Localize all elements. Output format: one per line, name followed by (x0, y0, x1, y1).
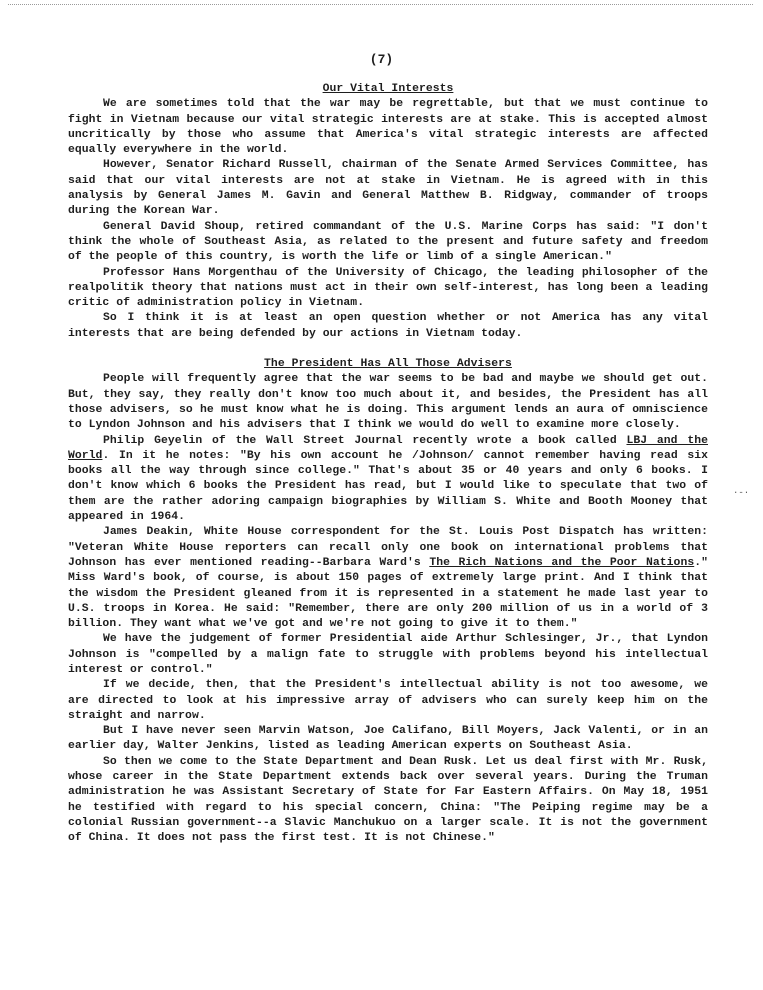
paragraph: So then we come to the State Department and Dean Rusk. Let us deal first with Mr. Rusk, whose career in the State Department extends back over several years. During the Truman administration he was Assistant Secretary of State for Far Eastern Affairs. On May 18, 1951 he testified with regard to his special concern, China: "The Peiping regime may be a colonial Russian government--a Slavic Manchukuo on a larger scale. It is not the government of China. It does not pass the first test. It is not Chinese." (68, 755, 708, 845)
paragraph: However, Senator Richard Russell, chairman of the Senate Armed Services Committee, has said that our vital interests are not at stake in Vietnam. He is agreed with in this analysis by General James M. Gavin and General Matthew B. Ridgway, commander of troops during the Korean War. (68, 159, 708, 218)
page-number: (7) (369, 52, 394, 67)
paragraph: We have the judgement of former Presidential aide Arthur Schlesinger, Jr., that Lyndon Johnson is "compelled by a malign fate to struggle with problems beyond his intellectual interest or control." (68, 633, 708, 676)
paragraph-text: Philip Geyelin of the Wall Street Journal recently wrote a book called (103, 434, 627, 447)
page-top-border (8, 4, 753, 5)
paragraph-deakin (68, 525, 708, 632)
paragraph: Professor Hans Morgenthau of the University of Chicago, the leading philosopher of the realpolitik theory that nations must act in their own self-interest, has long been a leading critic of administration policy in Vietnam. (68, 266, 708, 310)
paragraph: So I think it is at least an open question whether or not America has any vital interests that are being defended by our actions in Vietnam today. (68, 312, 708, 340)
section-heading-vital-interests: Our Vital Interests (322, 83, 454, 95)
paragraph-text: ." Miss Ward's book, of course, is about 150 pages of extremely large print. And I think that the wisdom the President gleaned from it is represented in a statement he made last year to U.S. troops in Korea. He said: "Remember, there are only 200 million of us in a world of 3 billion. They want what we've got and we're not going to give it to them." (68, 556, 708, 631)
paragraph-text: James Deakin, White House correspondent for the St. Louis Post Dispatch has written: "Veteran White House reporters can recall only one book on international problems that Johnson has ever mentioned reading--Barbara Ward's (68, 526, 708, 569)
paragraph-text: . In it he notes: "By his own account he /Johnson/ cannot remember having read six books all the way through since college." That's about 35 or 40 years and only 6 books. I don't know which 6 books the President has read, but I would like to speculate that two of them are the rather adoring campaign biographies by William S. White and Booth Mooney that appeared in 1964. (68, 449, 708, 524)
paragraph: General David Shoup, retired commandant of the U.S. Marine Corps has said: "I don't think the whole of Southeast Asia, as related to the present and future safety and freedom of the people of this country, is worth the life or limb of a single American." (68, 220, 708, 264)
book-title-lbj: LBJ and the World (68, 434, 708, 462)
paragraph: We are sometimes told that the war may be regrettable, but that we must continue to fight in Vietnam because our vital strategic interests are at stake. This is accepted almost uncritically by those who assume that America's vital strategic interests are affected equally everywhere in the world. (68, 98, 708, 157)
book-title-rich-nations: The Rich Nations and the Poor Nations (429, 556, 695, 569)
section-heading-president-advisers: The President Has All Those Advisers (264, 358, 512, 371)
document-body (68, 82, 708, 847)
paragraph-geyelin (68, 434, 708, 526)
margin-mark: ·-· (733, 488, 750, 498)
paragraph: But I have never seen Marvin Watson, Joe Califano, Bill Moyers, Jack Valenti, or in an earlier day, Walter Jenkins, listed as leading American experts on Southeast Asia. (68, 725, 708, 753)
paragraph: People will frequently agree that the war seems to be bad and maybe we should get out. But, they say, they really don't know too much about it, and besides, the President has all those advisers, so he must know what he is doing. This argument lends an aura of omniscience to Lyndon Johnson and his advisers that I think we would do well to examine more closely. (68, 373, 708, 432)
paragraph: If we decide, then, that the President's intellectual ability is not too awesome, we are directed to look at his impressive array of advisers who can surely keep him on the straight and narrow. (68, 679, 708, 722)
